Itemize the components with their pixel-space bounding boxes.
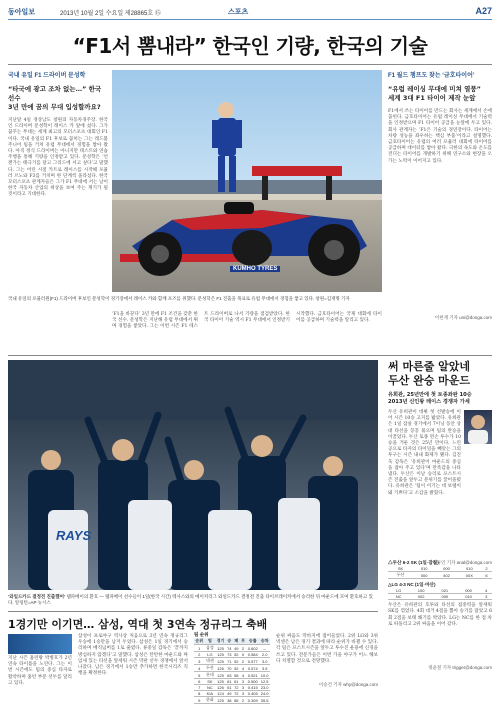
table-cell: 롯데 (206, 672, 214, 677)
table-cell: 1 (194, 645, 205, 652)
table-cell: 0.405 (247, 691, 258, 696)
section-rule (8, 355, 492, 356)
right-mid-headline-line-2: 두산 완승 마운드 (388, 374, 471, 387)
standings-header-cell: 순위 (195, 638, 204, 643)
right-bottom-body: 두산은 유희관의 호투와 타선의 집중력을 앞세워 SK를 꺾었다. 4회 대거 4점을 뽑아 승기를 잡았고 6회 2점을 보태 쐐기를 박았다. LG는 NC를 한 점 차로 따돌리고 2위 싸움을 이어 갔다. (388, 603, 492, 627)
table-cell: 0.309 (247, 697, 258, 703)
right-top-byline: 이헌재 기자 uni@donga.com (434, 315, 492, 320)
table-cell: 0.574 (247, 665, 258, 671)
table-cell: 두산 (388, 572, 413, 579)
bottom-byline: 이승건 기자 why@donga.com (318, 682, 378, 687)
standings-header-cell: 승 (227, 638, 232, 643)
pitcher-portrait-illustration (464, 410, 492, 444)
table-cell: 72 (234, 685, 239, 690)
table-cell: 7 (194, 685, 205, 691)
table-cell: 126 (217, 665, 224, 671)
baseball-photo-caption (8, 594, 378, 607)
right-mid-subhead-line-1: 유희관, 25년만에 첫 토종좌완 10승 (388, 392, 472, 398)
table-cell: 021 (433, 588, 457, 594)
table-cell: 한화 (206, 697, 214, 702)
section-name: 스포츠 (228, 9, 249, 16)
table-cell: 6 (481, 572, 492, 579)
table-cell: 0.602 (247, 645, 258, 651)
left-story-subhead-line-2: 3년 만에 꿈의 무대 입성할까요? (8, 103, 101, 111)
table-cell: 63 (227, 672, 232, 678)
standings-table (194, 638, 270, 704)
table-cell: 2 (481, 566, 492, 572)
right-top-subhead-line-1: “유럽 레이싱 무대에 미쳐 열풍” (388, 85, 481, 93)
pitcher-portrait (464, 410, 492, 444)
table-cell: 2 (240, 645, 246, 652)
table-cell: 4 (480, 588, 492, 594)
table-cell: 23.0 (260, 685, 269, 690)
bottom-headline: 1경기만 이기면… 삼성, 역대 첫 3연속 정규리그 축배 (8, 618, 268, 631)
standings-body (194, 645, 270, 704)
standings-header-cell: 승차 (260, 638, 269, 643)
left-story (8, 70, 108, 258)
table-cell: 4 (240, 665, 246, 672)
left-story-subhead (8, 85, 108, 112)
page-number: A27 (475, 6, 492, 16)
left-small-story (8, 634, 72, 690)
right-mid-subhead-line-2: 2013년 신인왕 레이스 경쟁자 가세 (388, 399, 470, 405)
table-cell: 12.5 (260, 679, 269, 684)
box-score-2-title: △LG 4-3 NC (1일·마산) (388, 582, 436, 588)
standings-header-cell: 승률 (246, 638, 259, 645)
table-cell: 010 (457, 594, 481, 600)
right-mid-byline: 황규인 기자 anal@donga.com (432, 560, 492, 565)
table-cell: 0.500 (247, 679, 258, 684)
table-cell: 2 (240, 658, 246, 665)
table-cell: 2 (240, 697, 246, 704)
table-cell: 51 (227, 685, 232, 690)
table-cell: 3.5 (259, 665, 270, 672)
table-cell: 3.0 (259, 658, 270, 665)
table-cell: 0.415 (247, 685, 258, 690)
table-cell: 3 (240, 679, 246, 685)
table-cell: 125 (217, 679, 224, 684)
right-mid-story (388, 360, 492, 566)
table-cell: 000 (457, 588, 481, 594)
f1-car-illustration (112, 70, 382, 292)
right-mid-body: 두산 유희관이 데뷔 첫 선발승에 이어 시즌 10승 고지를 밟았다. 유희관은 1일 잠실 경기에서 7이닝 동안 상대 타선을 꽁꽁 묶으며 팀의 완승을 이끌었다. 두산 토종 왼손 투수가 10승을 거둔 것은 25년 만이다. 느린 공으로 타자의 타이밍을 빼앗는 그의 투구는 시즌 내내 화제가 됐다. 김진욱 감독은 ‘유희관이 마운드의 중심을 잡아 주고 있다’며 만족감을 나타냈다. 두산은 이날 승리로 포스트시즌 진출을 앞두고 분위기를 끌어올렸다. 유희관은 ‘팀이 이기는 데 보탬이 돼 기쁘다’고 소감을 밝혔다. (388, 410, 461, 496)
table-cell: 3 (194, 658, 205, 665)
table-cell: 49 (234, 645, 239, 651)
table-cell: KIA (205, 691, 216, 697)
standings-header-cell: 경기 (216, 638, 225, 643)
table-cell: 85 (234, 697, 239, 703)
table-cell: 넥센 (206, 658, 214, 663)
f1-photo-caption: 국내 유일의 포뮬러원(F1) 드라이버 후보인 문성학이 경기장에서 레이스 카와 함께 포즈를 취했다. 문성학은 F1 진출을 목표로 유럽 무대에서 경험을 쌓고 있다. 창원=김재명 기자 (8, 296, 350, 301)
table-row (194, 645, 270, 652)
headline-rule (8, 64, 492, 65)
car-sponsor-label: KUMHO TYRES (230, 266, 280, 272)
table-cell: – (259, 645, 270, 652)
right-top-kicker: F1 월드 챔프도 찾는 ‘금호타이어’ (388, 73, 475, 79)
left-story-kicker: 국내 유일 F1 드라이버 문성학 (8, 73, 86, 79)
box-score-1 (388, 566, 492, 579)
bottom-story-body-2: 순위 싸움도 막바지에 접어들었다. 2위 LG와 3위 넥센은 남은 경기 결과에 따라 순위가 바뀔 수 있다. 각 팀은 포스트시즌을 앞두고 투수진 운용에 신경을 쓰고 있다. 전문가들은 이번 가을 야구가 어느 해보다 치열할 것으로 전망했다. (276, 634, 378, 664)
newspaper-name: 동아일보 (8, 9, 36, 16)
table-cell: 3 (480, 594, 492, 600)
left-story-subhead-line-1: “타국에 광고 조차 없는…” 한국 선수 (8, 85, 102, 102)
bottom-story-body: 삼성이 프로야구 역사상 처음으로 3년 연속 정규리그 우승에 1승만을 남겨 두었다. 삼성은 1일 경기에서 승리하며 매직넘버를 1로 줄였다. 류중일 감독은 ‘끝까지 방심하지 않겠다’고 말했다. 삼성은 탄탄한 마운드와 짜임새 있는 타선을 앞세워 시즌 막판 선두 경쟁에서 앞서 나갔다. 남은 경기에서 1승만 추가하면 한국시리즈 직행을 확정한다. (78, 634, 188, 677)
table-row (194, 697, 270, 704)
table-cell: 000 (435, 566, 457, 572)
table-cell: 000 (433, 594, 457, 600)
main-headline: “F1서 뽐내라” 한국인 기량, 한국의 기술 (72, 34, 428, 58)
table-cell: 61 (227, 679, 232, 684)
table-cell: 61 (234, 679, 239, 684)
table-cell: LG (388, 588, 409, 594)
page-header (8, 6, 492, 20)
box-score-1-title: △두산 6-2 SK (1일·잠실) (388, 560, 439, 565)
baseball-caption-bold: ‘와일드카드 결정전 진출했어’ (8, 594, 66, 599)
table-cell: 두산 (206, 665, 214, 670)
right-mid-headline (388, 360, 492, 388)
left-small-body: 지난 시즌 홈런왕 박병호가 2년 연속 타이틀을 노린다. 그는 이번 시즌에도 팀의 중심 타자로 활약하며 홈런 부문 선두를 달리고 있다. (8, 656, 72, 686)
standings-title: 팀 순위 (194, 632, 209, 637)
table-cell: 70 (227, 665, 232, 671)
table-cell: 6 (194, 679, 205, 685)
bottom-rule (8, 611, 378, 612)
table-cell: 0.577 (247, 658, 258, 664)
table-cell: 000 (413, 572, 435, 579)
table-cell: 73 (227, 652, 232, 657)
table-cell: 402 (435, 572, 457, 579)
table-cell: 00X (458, 572, 481, 579)
table-cell: 2.0 (259, 652, 270, 658)
table-cell: 24.0 (260, 691, 269, 696)
table-cell: 72 (234, 691, 239, 696)
table-cell: 125 (217, 652, 224, 657)
celebration-illustration (8, 360, 378, 590)
right-top-subhead-line-2: 세계 3대 F1 타이어 제작 눈앞 (388, 94, 476, 102)
standings-header-cell: 무 (241, 638, 245, 643)
table-cell: 5 (194, 672, 205, 679)
table-cell: 10.0 (260, 672, 269, 678)
f1-car-photo (112, 70, 382, 292)
table-cell: 002 (409, 594, 433, 600)
table-cell: 2 (194, 652, 205, 658)
right-top-body: F1에서 쓰는 타이어를 만드는 회사는 세계에서 손에 꼽힌다. 금호타이어는 유럽 레이싱 무대에서 기술력을 인정받으며 F1 타이어 공급을 눈앞에 두고 있다. 회사 관계자는 ‘F1은 기술의 경연장이다. 타이어는 차량 성능을 좌우하는 핵심 부품’이라고 설명했다. 금호타이어는 유럽의 여러 포뮬러 대회에 타이어를 공급하며 데이터를 쌓아 왔다. 극한의 속도와 온도를 견디는 타이어를 개발하기 위해 연구소와 현장을 오가는 노력이 이어지고 있다. (388, 109, 492, 164)
table-row (194, 665, 270, 672)
table-cell: 8 (194, 691, 205, 697)
table-cell: 126 (217, 685, 224, 690)
table-row (194, 658, 270, 665)
table-cell: 3 (240, 685, 246, 691)
standings-header-cell: 팀 (205, 638, 216, 645)
table-row (194, 672, 270, 679)
table-cell: 9 (194, 697, 205, 704)
table-cell: 125 (217, 645, 224, 651)
table-row (388, 594, 492, 600)
table-cell: 100 (409, 588, 433, 594)
table-cell: SK (388, 566, 413, 572)
table-cell: 74 (227, 645, 232, 651)
table-cell: LG (205, 652, 216, 658)
center-story-body: ‘F1을 바꾼다’ 3년 만에 F1 조건을 갖춘 한국 선수. 문성학은 지난해 유럽 무대에서 뛰며 경험을 쌓았다. 그는 이번 시즌 F1 테스트 드라이버로 나서 기량을 점검받았다. 한국 타이어 기술 역시 F1 무대에서 인정받기 시작했다. 금호타이어는 국제 대회에 타이어를 공급하며 기술력을 알리고 있다. (112, 312, 382, 330)
right-mid-headline-line-1: 써 마른줄 알았네 (388, 360, 471, 373)
table-cell: 38 (227, 697, 232, 703)
table-cell: 35.5 (260, 697, 269, 703)
table-cell: 52 (234, 665, 239, 671)
box-score-1-body (388, 566, 492, 579)
table-cell: 125 (217, 672, 224, 678)
table-cell: 125 (217, 658, 224, 664)
table-cell: 0.584 (247, 652, 258, 657)
right-bottom-byline: 정윤철 기자 trigger@donga.com (428, 665, 492, 671)
table-cell: 125 (217, 697, 224, 703)
left-story-body: 지난달 4일 경상남도 창원의 자동차경주장. 한국인 드라이버 문성학이 레이스 카 앞에 섰다. 그가 꿈꾸는 무대는 세계 최고의 모터스포츠 대회인 F1이다. 국내 유일의 F1 후보로 꼽히는 그는 레드불 주니어 팀을 거쳐 유럽 무대에서 경험을 쌓아 왔다. 아직 정식 드라이버는 아니지만 테스트와 연습 주행을 통해 기량을 인정받고 있다. 문성학은 ‘언젠가는 태극기를 달고 그리드에 서고 싶다’고 말했다. 그는 어린 시절 카트로 레이스를 시작해 포뮬러 르노와 F3를 거치며 한 단계씩 올라섰다. 한국 모터스포츠 관계자들은 그가 F1 무대에 서는 날이 한국 자동차 산업의 위상을 보여 주는 계기가 될 것이라고 기대한다. (8, 118, 108, 198)
logo-graphic (8, 634, 72, 654)
right-top-story (388, 70, 492, 321)
table-cell: SK (205, 679, 216, 685)
right-bottom-story (388, 560, 492, 671)
table-cell: 124 (217, 691, 224, 696)
table-cell: 49 (227, 691, 232, 696)
jersey-team-name: RAYS (56, 528, 92, 543)
table-cell: 52 (234, 652, 239, 657)
standings-table-box (194, 632, 270, 704)
box-score-2-body (388, 588, 492, 600)
table-cell: 3 (240, 691, 246, 697)
table-cell: 4 (240, 672, 246, 679)
table-cell: 58 (234, 672, 239, 678)
table-cell: 010 (413, 566, 435, 572)
table-cell: 0 (240, 652, 246, 658)
standings-header-cell: 패 (234, 638, 239, 643)
issue-date: 2013년 10월 2일 수요일 제28865호 ⑮ (60, 11, 161, 17)
baseball-celebration-photo (8, 360, 378, 590)
box-score-2 (388, 588, 492, 600)
right-top-subhead (388, 85, 492, 103)
table-cell: 52 (234, 658, 239, 664)
table-cell: 71 (227, 658, 232, 664)
table-cell: NC (205, 685, 216, 691)
table-row (388, 572, 492, 579)
table-cell: 4 (194, 665, 205, 672)
table-cell: 삼성 (206, 645, 214, 650)
table-cell: NC (388, 594, 409, 600)
baseball-caption-rest: 탬파베이의 환호 — 탬파베이 선수들이 1일(한국 시간) 텍사스와의 메이저리그 와일드카드 결정전 진출 타이브레이커에서 승리한 뒤 마운드에 모여 환호하고 있다. 알링턴=AP 뉴시스 (8, 594, 373, 605)
table-cell: 0.521 (247, 672, 258, 678)
right-mid-subhead (388, 392, 492, 406)
right-mid-content (388, 410, 492, 560)
table-cell: 010 (458, 566, 481, 572)
